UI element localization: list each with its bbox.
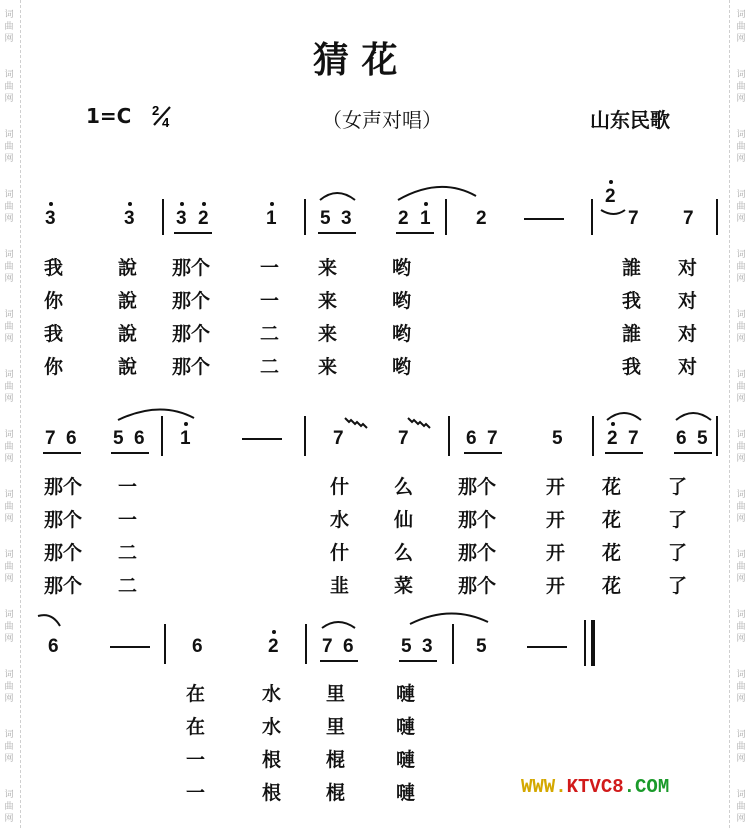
- watermark-char: 曲: [736, 442, 746, 452]
- lyric-word: 了: [668, 575, 688, 597]
- lyric-word: 里: [326, 716, 346, 738]
- slur: [676, 413, 711, 420]
- lyric-word: 嗹: [396, 782, 416, 804]
- watermark-char: 网: [736, 214, 746, 224]
- watermark-char: 网: [736, 334, 746, 344]
- slur: [607, 413, 641, 420]
- lyric-word: 那个: [44, 542, 83, 564]
- slur: [38, 615, 60, 626]
- watermark-char: 网: [4, 214, 14, 224]
- lyric-word: 那个: [458, 542, 497, 564]
- lyric-word: 那个: [458, 476, 497, 498]
- watermark-char: 曲: [4, 382, 14, 392]
- note: 2: [398, 208, 409, 229]
- watermark-char: 曲: [736, 22, 746, 32]
- watermark-char: 词: [4, 490, 14, 500]
- lyric-word: 来: [318, 290, 338, 312]
- note: 3: [176, 208, 187, 229]
- watermark-char: 词: [736, 490, 746, 500]
- lyric-word: 么: [394, 476, 414, 498]
- lyric-word: 花: [602, 476, 622, 498]
- lyric-word: 棍: [326, 782, 346, 804]
- lyric-word: 开: [546, 542, 566, 564]
- watermark-char: 曲: [736, 82, 746, 92]
- watermark-char: 词: [4, 250, 14, 260]
- watermark-char: 网: [736, 634, 746, 644]
- lyric-word: 来: [318, 257, 338, 279]
- note: 6: [192, 636, 203, 657]
- svg-text:4: 4: [162, 115, 170, 129]
- lyric-word: 一: [186, 749, 206, 771]
- watermark-char: 词: [4, 670, 14, 680]
- lyric-word: 二: [260, 323, 280, 345]
- slur: [601, 210, 625, 214]
- note: 6: [66, 428, 77, 449]
- slur: [320, 193, 355, 200]
- watermark-char: 词: [4, 70, 14, 80]
- watermark-char: 网: [4, 274, 14, 284]
- note: 2: [198, 208, 209, 229]
- lyric-word: 誰: [622, 323, 642, 345]
- watermark-char: 曲: [736, 682, 746, 692]
- watermark-char: 曲: [736, 562, 746, 572]
- note: 7: [333, 428, 344, 449]
- watermark-char: 曲: [4, 562, 14, 572]
- watermark-char: 网: [4, 94, 14, 104]
- watermark-char: 词: [4, 610, 14, 620]
- watermark-char: 词: [4, 310, 14, 320]
- watermark-char: 词: [736, 10, 746, 20]
- lyric-word: 那个: [44, 575, 83, 597]
- glissando-mark: [408, 418, 430, 428]
- watermark-char: 曲: [4, 142, 14, 152]
- watermark-char: 网: [4, 754, 14, 764]
- watermark-char: 词: [736, 190, 746, 200]
- watermark-char: 网: [4, 634, 14, 644]
- website-prefix: WWW.: [521, 776, 567, 798]
- lyric-word: 仙: [394, 509, 414, 531]
- watermark-char: 网: [736, 454, 746, 464]
- watermark-char: 曲: [736, 322, 746, 332]
- lyric-word: 那个: [172, 356, 211, 378]
- lyric-word: 嗹: [396, 683, 416, 705]
- watermark-char: 曲: [4, 322, 14, 332]
- note: 1: [420, 208, 431, 229]
- grace-note: 2: [605, 186, 616, 207]
- lyric-word: 花: [602, 575, 622, 597]
- watermark-char: 曲: [4, 22, 14, 32]
- lyric-word: 在: [186, 716, 206, 738]
- watermark-char: 词: [736, 550, 746, 560]
- watermark-char: 词: [736, 370, 746, 380]
- lyric-word: 那个: [458, 509, 497, 531]
- watermark-char: 曲: [736, 262, 746, 272]
- lyric-word: 了: [668, 476, 688, 498]
- watermark-char: 网: [736, 514, 746, 524]
- lyric-word: 我: [44, 257, 64, 279]
- watermark-char: 词: [4, 550, 14, 560]
- watermark-char: 曲: [4, 82, 14, 92]
- watermark-char: 网: [736, 94, 746, 104]
- watermark-char: 曲: [736, 382, 746, 392]
- lyric-word: 說: [118, 356, 138, 378]
- note: 2: [476, 208, 487, 229]
- note: 3: [422, 636, 433, 657]
- note: 6: [343, 636, 354, 657]
- note: 5: [401, 636, 412, 657]
- lyric-word: 二: [118, 575, 138, 597]
- watermark-char: 网: [4, 154, 14, 164]
- watermark-char: 词: [736, 790, 746, 800]
- watermark-char: 曲: [736, 802, 746, 812]
- lyric-word: 对: [678, 257, 698, 279]
- watermark-char: 词: [736, 670, 746, 680]
- lyric-word: 对: [678, 356, 698, 378]
- watermark-char: 曲: [736, 502, 746, 512]
- slur: [398, 187, 476, 200]
- lyric-word: 二: [260, 356, 280, 378]
- lyric-word: 那个: [458, 575, 497, 597]
- lyric-word: 么: [394, 542, 414, 564]
- watermark-char: 网: [736, 274, 746, 284]
- watermark-char: 网: [4, 514, 14, 524]
- lyric-word: 一: [260, 290, 280, 312]
- lyric-word: 哟: [392, 323, 412, 345]
- website-middle: KTVC8: [566, 776, 624, 798]
- note: 7: [487, 428, 498, 449]
- watermark-char: 词: [4, 370, 14, 380]
- lyric-word: 那个: [172, 323, 211, 345]
- lyric-word: 說: [118, 323, 138, 345]
- watermark-char: 词: [736, 130, 746, 140]
- note: 5: [476, 636, 487, 657]
- note: 7: [45, 428, 56, 449]
- lyric-word: 棍: [326, 749, 346, 771]
- watermark-char: 网: [4, 34, 14, 44]
- lyric-word: 那个: [44, 509, 83, 531]
- watermark-char: 词: [4, 190, 14, 200]
- watermark-char: 曲: [4, 802, 14, 812]
- lyric-word: 一: [118, 509, 138, 531]
- lyric-word: 說: [118, 290, 138, 312]
- lyric-word: 水: [262, 683, 282, 705]
- note: 5: [113, 428, 124, 449]
- slur: [118, 409, 194, 420]
- note: 1: [266, 208, 277, 229]
- lyric-word: 在: [186, 683, 206, 705]
- lyric-word: 韭: [330, 575, 350, 597]
- lyric-word: 那个: [172, 290, 211, 312]
- watermark-char: 网: [736, 574, 746, 584]
- lyric-word: 二: [118, 542, 138, 564]
- watermark-char: 曲: [736, 742, 746, 752]
- note: 5: [320, 208, 331, 229]
- watermark-char: 词: [736, 430, 746, 440]
- watermark-char: 词: [4, 130, 14, 140]
- watermark-char: 曲: [4, 742, 14, 752]
- svg-text:2: 2: [152, 103, 160, 118]
- lyric-word: 菜: [394, 575, 414, 597]
- lyric-word: 对: [678, 323, 698, 345]
- lyric-word: 嗹: [396, 749, 416, 771]
- watermark-char: 曲: [736, 622, 746, 632]
- watermark-char: 网: [736, 754, 746, 764]
- lyric-word: 什: [330, 542, 350, 564]
- lyric-word: 一: [118, 476, 138, 498]
- watermark-char: 词: [736, 610, 746, 620]
- watermark-char: 曲: [4, 502, 14, 512]
- lyric-word: 开: [546, 476, 566, 498]
- lyric-word: 嗹: [396, 716, 416, 738]
- song-origin: 山东民歌: [590, 108, 670, 132]
- lyric-word: 誰: [622, 257, 642, 279]
- watermark-char: 网: [4, 394, 14, 404]
- song-title: 猜 花: [313, 39, 398, 81]
- note: 6: [676, 428, 687, 449]
- note: 6: [48, 636, 59, 657]
- lyric-word: 我: [622, 290, 642, 312]
- note: 7: [628, 208, 639, 229]
- note: 6: [134, 428, 145, 449]
- watermark-char: 曲: [736, 202, 746, 212]
- watermark-char: 网: [4, 694, 14, 704]
- note: 3: [124, 208, 135, 229]
- note: 7: [628, 428, 639, 449]
- watermark-char: 网: [4, 454, 14, 464]
- watermark-char: 网: [4, 574, 14, 584]
- watermark-char: 网: [736, 34, 746, 44]
- lyric-word: 了: [668, 542, 688, 564]
- lyric-word: 对: [678, 290, 698, 312]
- watermark-char: 网: [4, 814, 14, 824]
- note: 5: [552, 428, 563, 449]
- note: 6: [466, 428, 477, 449]
- watermark-char: 词: [4, 790, 14, 800]
- note: 2: [607, 428, 618, 449]
- watermark-char: 网: [4, 334, 14, 344]
- watermark-char: 曲: [4, 622, 14, 632]
- note: 1: [180, 428, 191, 449]
- lyric-word: 花: [602, 509, 622, 531]
- lyric-word: 来: [318, 323, 338, 345]
- lyric-word: 来: [318, 356, 338, 378]
- watermark-char: 词: [4, 730, 14, 740]
- watermark-char: 词: [4, 10, 14, 20]
- lyric-word: 根: [262, 749, 282, 771]
- note: 3: [341, 208, 352, 229]
- note: 7: [683, 208, 694, 229]
- note: 7: [398, 428, 409, 449]
- lyric-word: 你: [44, 356, 64, 378]
- watermark-char: 网: [736, 694, 746, 704]
- lyric-word: 里: [326, 683, 346, 705]
- watermark-char: 网: [736, 814, 746, 824]
- lyric-word: 說: [118, 257, 138, 279]
- watermark-char: 曲: [4, 442, 14, 452]
- key-signature: 1=C: [86, 104, 132, 128]
- lyric-word: 我: [44, 323, 64, 345]
- lyric-word: 什: [330, 476, 350, 498]
- subtitle: （女声对唱）: [322, 108, 442, 132]
- lyric-word: 我: [622, 356, 642, 378]
- watermark-char: 词: [736, 70, 746, 80]
- note: 7: [322, 636, 333, 657]
- website-watermark: [521, 776, 669, 798]
- watermark-char: 词: [736, 730, 746, 740]
- note: 2: [268, 636, 279, 657]
- watermark-char: 词: [4, 430, 14, 440]
- lyric-word: 那个: [44, 476, 83, 498]
- slur: [322, 622, 355, 628]
- note: 3: [45, 208, 56, 229]
- watermark-char: 网: [736, 394, 746, 404]
- watermark-char: 曲: [4, 262, 14, 272]
- lyric-word: 那个: [172, 257, 211, 279]
- lyric-word: 哟: [392, 257, 412, 279]
- lyric-word: 了: [668, 509, 688, 531]
- lyric-word: 水: [262, 716, 282, 738]
- note: 5: [697, 428, 708, 449]
- lyric-word: 水: [330, 509, 350, 531]
- lyric-word: 根: [262, 782, 282, 804]
- lyric-word: 一: [186, 782, 206, 804]
- website-suffix: .COM: [623, 776, 670, 798]
- watermark-char: 词: [736, 250, 746, 260]
- lyric-word: 花: [602, 542, 622, 564]
- watermark-char: 曲: [4, 202, 14, 212]
- watermark-char: 曲: [736, 142, 746, 152]
- lyric-word: 哟: [392, 356, 412, 378]
- lyric-word: 一: [260, 257, 280, 279]
- lyric-word: 哟: [392, 290, 412, 312]
- slur: [410, 613, 488, 624]
- watermark-char: 曲: [4, 682, 14, 692]
- lyric-word: 开: [546, 575, 566, 597]
- lyric-word: 开: [546, 509, 566, 531]
- glissando-mark: [345, 418, 367, 428]
- watermark-char: 网: [736, 154, 746, 164]
- lyric-word: 你: [44, 290, 64, 312]
- watermark-char: 词: [736, 310, 746, 320]
